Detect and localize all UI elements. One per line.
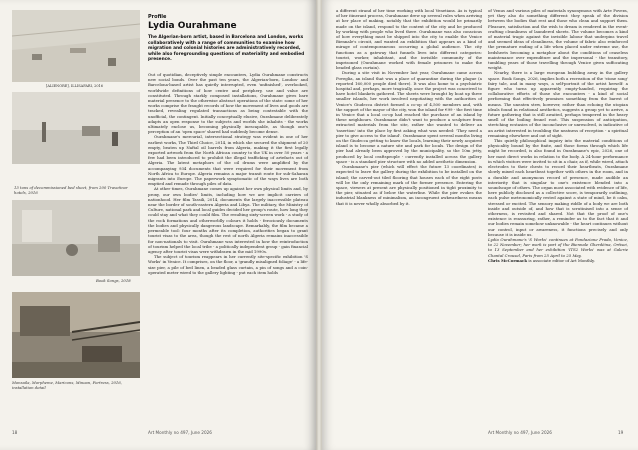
- photo-1-caption: [ALIENORE], ILLISAFARI, 2016: [46, 84, 104, 88]
- section-kicker: Profile: [148, 14, 167, 20]
- paragraph: Out of quotidian, deceptively simple encounters, Lydia Ourahmane constructs new social bonds. Over the past ten years, the Algerian-born, London- and Barcelona-based artist has quietly interrupted, even 'unfinished', overlooked, worldwide definitions of how centre and periphery, use and value are constituted. Through starkly composed installations, Ourahmane gives bare material presence to the otherwise abstract operations of the state: some of her works comprise the fraught records of how the movement of lives and goods are tracked, revealing regulated transactions as being contestable with the unofficial, the contingent. Initially conceptually elusive, Ourahmane deliberately adapts an open response to the subjects and worlds she inhabits - the works ultimately enclose us, becoming physically inescapable, as though one's perception of an 'open space' shared had suddenly become dense.: [148, 72, 308, 135]
- left-body-column: [148, 72, 308, 422]
- photo-3-caption: Monsaila, Morpheme, Maricons, Minoan, Fortress, 2016, installation detail: [12, 380, 122, 390]
- page-number: 18: [12, 430, 18, 435]
- installation-photo-4: [12, 292, 140, 378]
- paragraph: a different strand of her time working with local Venetians. As is typical of her itinerant process, Ourahmane drew up several rules when arriving at her place of making, notably that the exhibition would be primarily made on the island, respond to the context of the city and be produced by working with people who lived there. Ourahmane was also conscious of how everything must be shipped into the city to enable the Venice Biennale's circuit, and wanted an exhibition that appears as a kind of mirage of contemporaneous occurring a global audience. The city functions as a gateway that funnels lives into different categories: tourist, worker, inhabitant, and the invisible community of the imprisoned (Ourahmane worked with female prisoners to make the beaded glass curtain).: [336, 8, 482, 71]
- installation-photo-2: [12, 92, 140, 164]
- installation-photo-3: [12, 200, 140, 276]
- installation-photo-1: [12, 10, 140, 82]
- paragraph: During a site visit in November last year, Ourahmane came across Poveglia, an island that was a place of quarantine during the plague (a reported 160,000 people died there). It was also home to a psychiatric hospital and, perhaps, more tragically, once the project was conceived to have hotel blankets gathered. The sheets were brought by boat up three smaller islands, her work involved negotiating with the authorities of Venice's Giudecca district formed a co-op of 4,500 members and, with the support of the mayor of the city, won the island for €99 - the first time in Venice that a local co-op had reached the purchase of an island by these neighbours. Ourahmane didn't want to produce a sculpture from extracted materials from the site, rather she wanted to deliver an 'insertion' into the place by first asking what was needed: 'They need a pier to give access to the island'. Ourahmane spent several months living on the Giudecca getting to know the locals, learning their newly acquired island is to become a nature site and park for locals. The design of the pier had already been approved by the municipality, so the 10m jetty, produced by local craftspeople - currently installed across the gallery space - is a standard pier structure with no added aesthetic dimension.: [336, 70, 482, 164]
- end-note: Lydia Ourahmane's 'S Works' continues at Fondazione Prada, Venice, to 22 November; her work is part of the Biennale Gherdëina, Ortisei, to 13 September and her exhibition 'ITS2 Works' was at Galerie Chantal Crousel, Paris from 25 April to 25 May.: [488, 236, 628, 258]
- paragraph: of Venus and various piles of materials synonymous with Arte Povera, yet they also do something different: they speak of the division between the bodies that rest and those who clean and support them. Pleasure, satisfaction and the wish to dream is rendered in the event-crafting cleanliness of laundered sheets. The volume becomes a kind of material tragic against the invisible labour that underpins travel and seemed ideas of cleanliness, the volume of fabric also reinforced the premature ending of a life when placed under extreme use, the bedsheets becoming a metaphor about the conditions of ceaseless maintenance over expenditure and the impersonal - the transitory, tumbling years of those travelling through Venice given suffocating weight.: [488, 8, 628, 71]
- byline-rest: is associate editor of Art Monthly.: [527, 257, 595, 263]
- paragraph: Ourahmane's mercurial, intersectional strategy was evident in one of her earliest works, The Third Choice, 2014, in which she secured the shipment of 20 empty, beaten up Naftal oil barrels from Algeria, making it the first legally exported artwork from the North African country to the UK in over 50 years - a few had been introduced to prohibit the illegal trafficking of artefacts out of Algeria. The latent metaphors of the oil drums were amplified by the accompanying 934 documents that were required for their movement from North Africa to Europe. Algeria remains a major transit route for sub-Saharan migrants into Europe. The paperwork symptomatic of the ways lives are both emptied and remade through piles of data.: [148, 134, 308, 187]
- right-body-column-2: [488, 8, 628, 422]
- byline-name: Chris McCormack: [488, 257, 528, 263]
- right-page: [322, 0, 638, 450]
- issue-line: Art Monthly no 497, June 2026: [148, 430, 212, 435]
- photo-book-songs-image: [12, 200, 140, 276]
- side-caption: 13 tons of decommissioned bed sheet, from 200 Travetinor hotels, 2016: [14, 185, 128, 195]
- article-title: Lydia Ourahmane: [148, 21, 237, 31]
- left-page: [0, 0, 316, 450]
- standfirst: The Algerian-born artist, based in Barcelona and London, works collaboratively with a range of communities to examine how migration and colonial histories are administratively recorded, while also foregrounding questions of materiality and embodied presence.: [148, 35, 305, 63]
- paragraph: Nearby, there is a large european bubbling away in the gallery space. Book Songs, 2026, implies both a recreation of the 'stone song' fairy tale, and in many ways, a self-portrait of the artist herself: a figure who turns up apparently empty-handed, requiring the collaborative efforts of those she encounters - a kind of social performing that effectively promises something from the barest of means. The uneaten stew, however, rather than echoing the utopian ideals found in relational aesthetics, suggests a group yet to arrive, a future gathering that is still awaited, perhaps tempered in the heavy smell of the boiling fennel root. This suspension of anticipation, stretching ecstasies of the inconclusive or unresolved, is indicative of an artist interested in troubling the neatness of reception - a spiritual remaining elsewhere and out of sight.: [488, 70, 628, 138]
- right-body-column-1: [336, 8, 482, 422]
- paragraph: This quietly philosophical inquiry into the material conditions of physicality bound by the finite, and those forms through which life might be recorded, is also found in Ourahmane's epic, 2026, one of her most direct works in relation to the body. A 24-hour performance in which visitors were invited to sit in a chair, as if, while wired, attach electrodes to their chests to record their heartbeats, Ourahmane slowly mixed each heartbeat together with others in the room, and in a durable and anonymous record of presence, made audible an interiority that is singular to one's existence blended into a soundscape of others. The organ most associated with evidence of life, here publicly disclosed as a collective score, is temporarily outlining, each pulse metronomically rested against a state of mind, be it calm, stressed or excited. The sensory making riddle of a body we are both inside and outside of, and how that is scrutinised into a sense of otherness, is revisited and shared. Not that the proof of one's existence is reassuring, rather, a reminder as to the fact that it and our bodies remain somehow unknowable - the heart continues without our control, input or awareness, it functions precisely and only because it is inside us.: [488, 138, 628, 237]
- photo-room-image: [12, 92, 140, 164]
- byline: [488, 258, 628, 263]
- paragraph: Ourahmane's pier (which will effect the future 13 coordinates) is expected to leave the gallery during the exhibition to be installed on the island; the carved-out tiled flooring that houses each of the eight posts will be the only remaining mark of the former presence. Entering the space, viewers at present are physically positioned in tight proximity to the pier, situated as if below the waterline. While the pier evokes the industrial blankness of minimalism, an incongruent awkwardness means that it is never wholly absorbed by it.: [336, 164, 482, 206]
- photo-interior-image: [12, 292, 140, 378]
- photo-floor-image: [12, 10, 140, 82]
- issue-line: Art Monthly no 497, June 2026: [488, 430, 552, 435]
- paragraph: At other times, Ourahmane comes up against her own physical limits and, by proxy, our own bodies' limits, including how we are implicit carriers of nationhood. Her film Tassili, 2014, documents the largely inaccessible plateau near the border of south-eastern Algeria and Libya. The military, the Ministry of Culture, national park and local guides decided her group's route, how long they could stay and what they could film. The resulting sixty-screen work - a study of the rock formations and otherworldly colours it holds - ferociously documents the bodies and physically dangerous landscape. Remarkably, the film became a permeable tool: four months after its completion, authorities began to grant tourist visas to the area, though the rest of north Algeria remains inaccessible for non-nationals to visit. Ourahmane was interested in how the reintroduction of tourism helped the local tribe - a politically independent group - gain financial agency after tourist visas were withdrawn in the mid 1990s.: [148, 186, 308, 254]
- page-number: 19: [618, 430, 624, 435]
- photo-2-caption: Book Songs, 2018: [96, 278, 131, 283]
- paragraph: The subject of tourism reappears in her currently site-specific exhibition 'S Works' in Venice. It comprises, on the floor, a 'grandly misaligned foliage' - a life-size pier, a pile of bed linen, a beaded glass curtain, a pin of songs and a coin-operated meter wired to the gallery lighting - put each item holds: [148, 254, 308, 275]
